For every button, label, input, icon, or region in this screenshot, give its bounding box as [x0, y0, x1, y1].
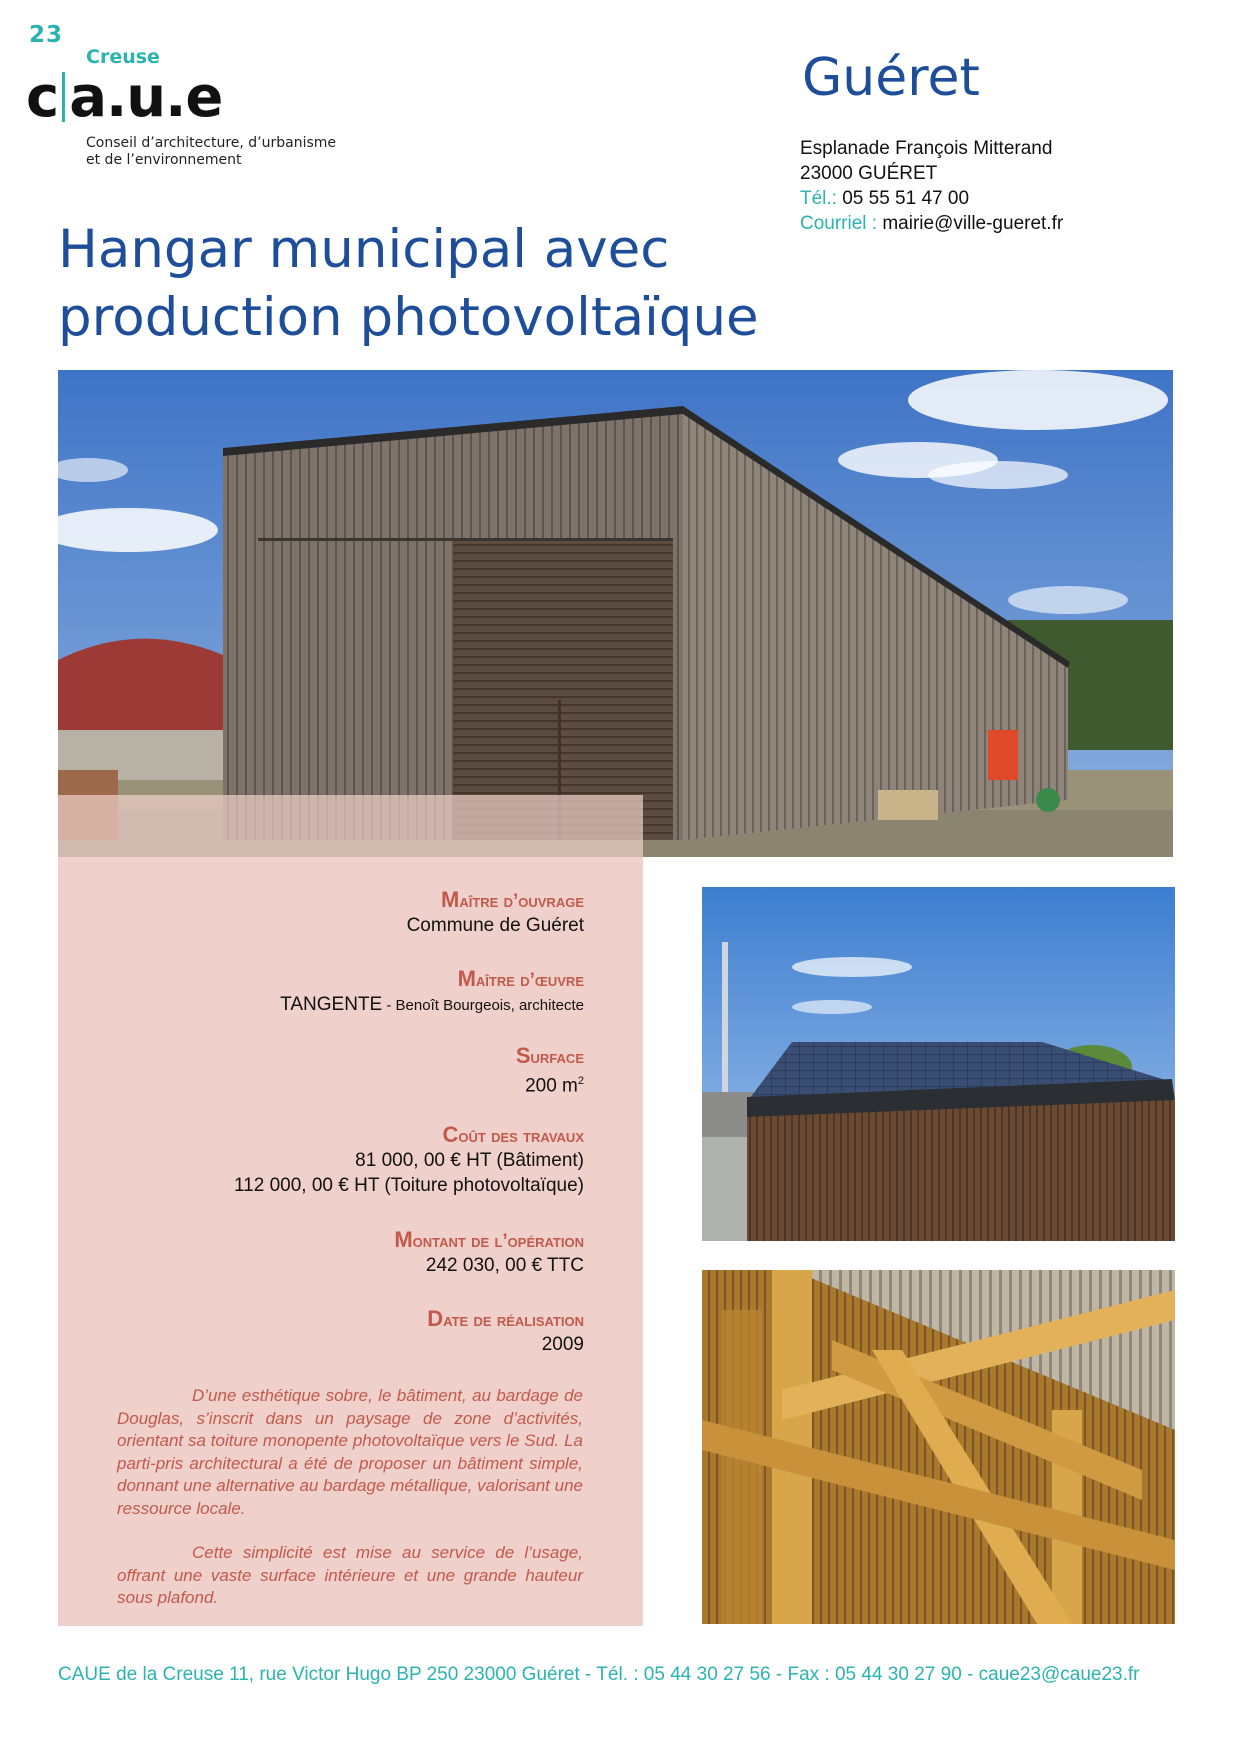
email-line	[800, 211, 1063, 236]
logo-mark-left: c	[26, 65, 59, 130]
architect-label-initial: M	[457, 966, 476, 991]
title-line2: production photovoltaïque	[58, 287, 759, 348]
surface-label-rest: urface	[530, 1047, 584, 1068]
city-address	[800, 136, 1063, 236]
project-description	[117, 1385, 583, 1610]
architect-label	[280, 966, 584, 992]
architect-value	[280, 992, 584, 1018]
page-title	[58, 216, 818, 352]
phone-value: 05 55 51 47 00	[836, 188, 970, 209]
logo-divider	[62, 72, 65, 122]
amount-value: 242 030, 00 € TTC	[425, 1255, 584, 1276]
date-value: 2009	[541, 1334, 584, 1355]
cost-line1: 81 000, 00 € HT (Bâtiment)	[355, 1150, 584, 1171]
cost-line2: 112 000, 00 € HT (Toiture photovoltaïque)	[234, 1175, 584, 1196]
logo-subtitle-line1: Conseil d’architecture, d’urbanisme	[86, 135, 337, 151]
owner-label	[407, 887, 584, 913]
phone-label: Tél.:	[800, 188, 837, 209]
surface-value	[516, 1069, 584, 1098]
owner-value: Commune de Guéret	[406, 915, 584, 936]
amount-label-rest: ontant de l’opération	[412, 1231, 584, 1252]
architect-firm: TANGENTE	[280, 994, 383, 1015]
logo-subtitle	[86, 135, 386, 169]
logo-subtitle-line2: et de l’environnement	[86, 152, 242, 168]
phone-line	[800, 186, 1063, 211]
hangar-interior-framework-photo	[702, 1270, 1175, 1624]
surface-unit-exponent: 2	[577, 1075, 584, 1087]
description-paragraph-2: Cette simplicité est mise au service de l’usage, offrant une vaste surface intérieure et une grande hauteur sous plafond.	[117, 1543, 583, 1607]
address-line1: Esplanade François Mitterand	[800, 138, 1053, 159]
amount-block	[394, 1227, 584, 1278]
city-name: Guéret	[802, 48, 980, 108]
owner-label-rest: aître d’ouvrage	[459, 891, 584, 912]
amount-label-initial: M	[394, 1227, 413, 1252]
date-label-rest: ate de réalisation	[443, 1310, 584, 1331]
date-label	[427, 1306, 584, 1332]
footer-contact: CAUE de la Creuse 11, rue Victor Hugo BP 250 23000 Guéret - Tél. : 05 44 30 27 56 - Fax : 05 44 30 27 90 - caue23@caue23.fr	[58, 1664, 1140, 1685]
owner-label-initial: M	[440, 887, 460, 912]
architect-label-rest: aître d’œuvre	[475, 970, 584, 991]
surface-label	[516, 1043, 584, 1069]
address-line2: 23000 GUÉRET	[800, 163, 938, 184]
cost-block	[234, 1122, 584, 1198]
surface-label-initial: S	[515, 1043, 531, 1068]
surface-block	[516, 1043, 584, 1098]
logo-number: 23	[29, 22, 64, 48]
cost-label-rest: oût des travaux	[458, 1126, 584, 1147]
cost-label	[234, 1122, 584, 1148]
logo-mark-right: a.u.e	[69, 65, 223, 130]
owner-block	[407, 887, 584, 938]
logo-region: Creuse	[86, 46, 160, 68]
hangar-solar-roof-photo	[702, 887, 1175, 1241]
surface-number: 200 m	[525, 1075, 578, 1097]
description-paragraph-1: D’une esthétique sobre, le bâtiment, au bardage de Douglas, s’inscrit dans un paysage de zone d’activités, orientant sa toiture monopente photovoltaïque vers le Sud. La parti-pris architectural a été de proposer un bâtiment simple, donnant une alternative au bardage métallique, valorisant une ressource locale.	[117, 1386, 583, 1518]
architect-name: - Benoît Bourgeois, architecte	[382, 997, 584, 1014]
date-label-initial: D	[427, 1306, 444, 1331]
email-label: Courriel :	[800, 213, 878, 234]
hangar-exterior-photo	[58, 370, 1173, 857]
date-block	[427, 1306, 584, 1357]
cost-label-initial: C	[442, 1122, 459, 1147]
architect-block	[280, 966, 584, 1018]
amount-label	[394, 1227, 584, 1253]
caue-logo	[26, 65, 223, 130]
email-value[interactable]: mairie@ville-gueret.fr	[877, 213, 1064, 234]
title-line1: Hangar municipal avec	[58, 219, 670, 280]
